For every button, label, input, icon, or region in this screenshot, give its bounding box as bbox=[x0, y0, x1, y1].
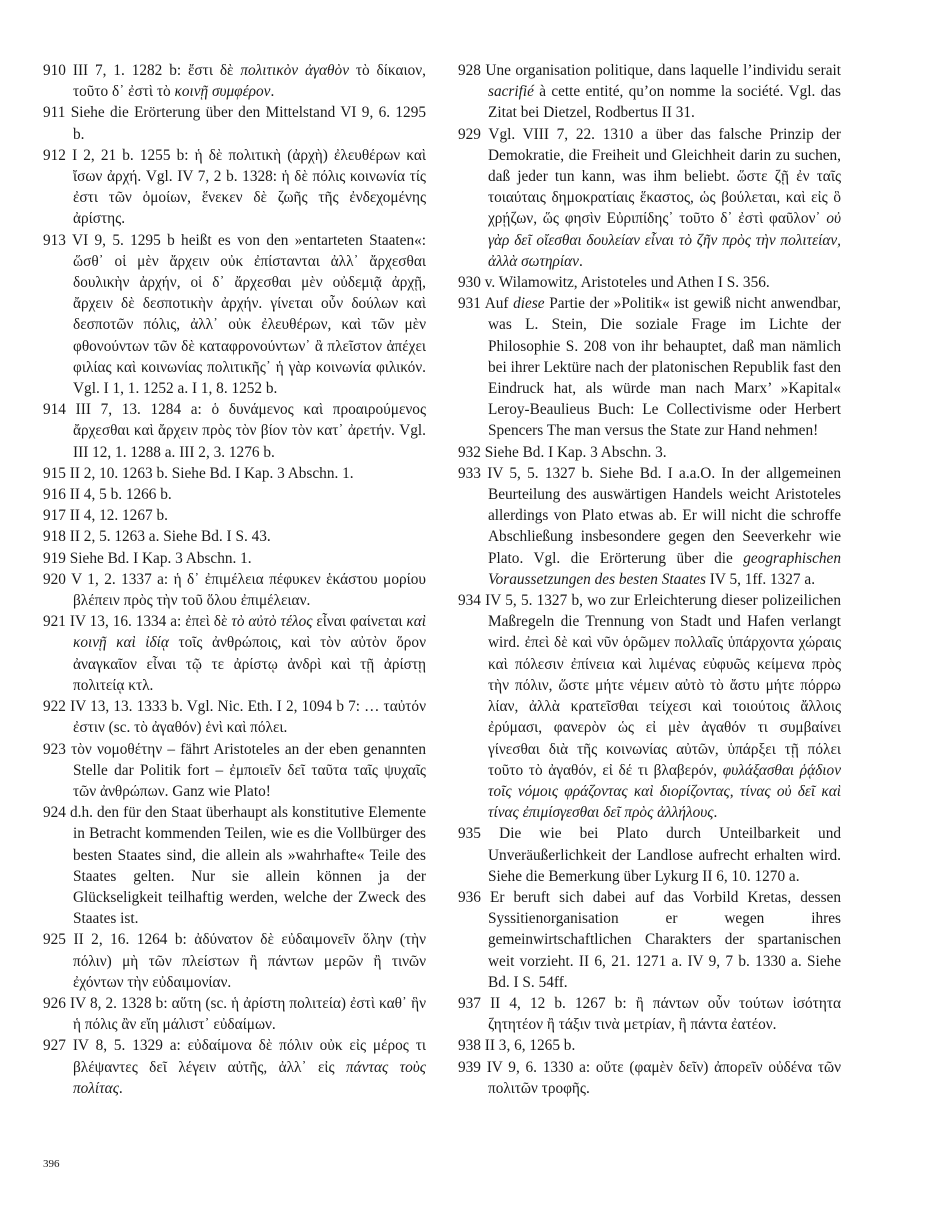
footnote-text: Partie der »Politik« ist gewiß nicht anwendbar, was L. Stein, Die soziale Frage im Lichte der Philosophie S. 208 von ihr behauptet, daß man nämlich bei ihrer Lektüre nach der platonischen Republik fast den Eindruck hat, als würde man nach Marx’ »Kapital« Leroy-Beaulieus Buch: Le Collectivisme oder Herbert Spencers The man versus the State zur Hand nehmen! bbox=[488, 295, 841, 440]
footnote-number: 918 bbox=[43, 528, 66, 546]
footnote-text: II 2, 16. 1264 b: ἀδύνατον δὲ εὐδαιμονεῖν ὅλην (τὴν πόλιν) μὴ τῶν πλείστων ἢ πάντων μερῶν ἢ τινῶν ἐχόντων τὴν εὐδαιμονίαν. bbox=[73, 931, 426, 991]
footnote-937 bbox=[458, 993, 841, 1035]
footnote-text: VI 9, 5. 1295 b heißt es von den »entarteten Staaten«: ὥσθ᾽ οἱ μὲν ἄρχειν οὐκ ἐπίστανται ἀλλ᾽ ἄρχεσθαι δουλικὴν ἀρχήν, οἱ δ᾽ ἄρχεσθαι μὲν οὐδεμιᾷ ἀρχῇ, ἄρχειν δὲ δεσποτικὴν ἀρχήν. γίνεται οὖν δούλων καὶ δεσποτῶν πόλις, ἀλλ᾽ οὐκ ἐλευθέρων, καὶ τῶν μὲν φθονούντων τῶν δὲ καταφρονούντων᾽ ἃ πλεῖστον ἀπέχει φιλίας καὶ κοινωνίας πολιτικῆς᾽ ἡ γὰρ κοινωνία φιλικόν. Vgl. I 1, 1. 1252 a. I 1, 8. 1252 b. bbox=[72, 231, 426, 398]
footnote-text: Vgl. VIII 7, 22. 1310 a über das falsche Prinzip der Demokratie, die Freiheit und Gleichheit darin zu suchen, daß jeder tun kann, was ihm beliebt. ὥστε ζῇ ἐν ταῖς τοιαύταις δημοκρατίαις ἕκαστος, ὡς βούλεται, καὶ εἰς ὃ χρῄζων, ὥς φησὶν Εὐριπίδης᾽ τοῦτο δ᾽ ἐστὶ φαῦλον᾽ bbox=[488, 125, 841, 228]
footnote-921 bbox=[43, 611, 426, 696]
footnote-number: 923 bbox=[43, 740, 66, 758]
footnote-emphasis: οὐ γὰρ δεῖ οἴεσθαι δουλείαν εἶναι τὸ ζῆν πρὸς τὴν πολιτείαν, ἀλλὰ σωτηρίαν bbox=[488, 210, 841, 270]
footnote-918 bbox=[43, 526, 426, 547]
footnote-number: 933 bbox=[458, 464, 481, 482]
footnote-number: 914 bbox=[43, 401, 66, 419]
footnote-number: 921 bbox=[43, 613, 66, 631]
footnote-text: . bbox=[270, 83, 275, 101]
footnote-number: 924 bbox=[43, 804, 66, 822]
footnote-number: 938 bbox=[458, 1037, 481, 1055]
footnote-emphasis: sacrifié bbox=[488, 83, 534, 101]
footnote-number: 939 bbox=[458, 1058, 481, 1076]
footnote-text: Une organisation politique, dans laquelle l’individu serait bbox=[485, 62, 841, 79]
footnote-emphasis: καὶ κοινῇ καὶ ἰδίᾳ bbox=[73, 613, 427, 652]
footnote-text: . bbox=[118, 1079, 123, 1097]
footnote-text: IV 5, 1ff. 1327 a. bbox=[705, 570, 816, 588]
footnote-text: IV 13, 13. 1333 b. Vgl. Nic. Eth. I 2, 1094 b 7: … ταὐτόν ἐστιν (sc. τὸ ἀγαθόν) ἑνὶ καὶ πόλει. bbox=[70, 698, 427, 737]
footnote-number: 937 bbox=[458, 994, 481, 1012]
footnote-text: II 2, 10. 1263 b. Siehe Bd. I Kap. 3 Abschn. 1. bbox=[69, 464, 354, 482]
footnote-emphasis: geographischen Voraussetzungen des besten Staates bbox=[488, 549, 841, 588]
footnote-number: 929 bbox=[458, 125, 481, 143]
footnote-916 bbox=[43, 484, 426, 505]
footnote-number: 931 bbox=[458, 295, 481, 313]
footnote-number: 920 bbox=[43, 570, 66, 588]
footnote-number: 922 bbox=[43, 698, 66, 716]
footnote-911 bbox=[43, 102, 426, 144]
footnote-text: Auf bbox=[484, 295, 514, 313]
footnote-926 bbox=[43, 993, 426, 1035]
footnote-text: II 2, 5. 1263 a. Siehe Bd. I S. 43. bbox=[69, 528, 271, 546]
footnote-text: d.h. den für den Staat überhaupt als konstitutive Elemente in Betracht kommenden Teilen, wie es die Vollbürger des besten Staates sind, die allein als »wahrhafte« Teile des Staates gelten. Nur sie allein können ja der Glückseligkeit teilhaftig werden, welche der Zweck des Staates ist. bbox=[70, 804, 426, 928]
footnote-915 bbox=[43, 463, 426, 484]
footnote-938 bbox=[458, 1035, 841, 1056]
footnote-emphasis: diese bbox=[513, 295, 545, 313]
footnote-text: τὸν νομοθέτην – fährt Aristoteles an der eben genannten Stelle dar Politik fort – ἐμποιεῖν δεῖ ταῦτα ταῖς ψυχαῖς τῶν ἀνθρώπων. Ganz wie Plato! bbox=[71, 740, 427, 800]
footnote-text: Er beruft sich dabei auf das Vorbild Kretas, dessen Syssitienorganisation er wegen ihres gemeinwirtschaftlichen Charakters der spartanischen weit vorzieht. II 6, 21. 1271 a. IV 9, 7 b. 1330 a. Siehe Bd. I S. 54ff. bbox=[488, 888, 841, 991]
footnote-text: Siehe Bd. I Kap. 3 Abschn. 3. bbox=[484, 443, 667, 461]
footnote-925 bbox=[43, 929, 426, 993]
footnote-932 bbox=[458, 442, 841, 463]
footnote-919 bbox=[43, 548, 426, 569]
footnote-910 bbox=[43, 60, 426, 102]
footnote-text: II 4, 12 b. 1267 b: ἢ πάντων οὖν τούτων ἰσότητα ζητητέον ἢ τάξιν τινὰ μετρίαν, ἢ πάντα ἐατέον. bbox=[488, 994, 841, 1034]
footnote-text: I 2, 21 b. 1255 b: ἡ δὲ πολιτικὴ (ἀρχὴ) ἐλευθέρων καὶ ἴσων ἀρχή. Vgl. IV 7, 2 b. 1328: ἡ δὲ πόλις κοινωνία τίς ἐστι τῶν ὁμοίων, ἕνεκεν δὲ ζωῆς τῆς ἐνδεχομένης ἀρίστης. bbox=[72, 146, 427, 228]
footnote-emphasis: πολιτικὸν ἀγαθὸν bbox=[240, 62, 349, 79]
footnote-934 bbox=[458, 590, 841, 823]
footnote-text: III 7, 13. 1284 a: ὁ δυνάμενος καὶ προαιρούμενος ἄρχεσθαι καὶ ἄρχειν πρὸς τὸν βίον τὸν κατ᾽ ἀρετήν. Vgl. III 12, 1. 1288 a. III 2, 3. 1276 b. bbox=[73, 401, 426, 461]
footnote-number: 936 bbox=[458, 888, 481, 906]
footnote-927 bbox=[43, 1035, 426, 1099]
footnote-number: 934 bbox=[458, 592, 481, 610]
footnote-text: . bbox=[713, 804, 718, 822]
footnote-text: τὸ δίκαιον, τοῦτο δ᾽ ἐστὶ τὸ bbox=[73, 62, 426, 101]
footnote-number: 913 bbox=[43, 231, 66, 249]
footnote-text: II 4, 5 b. 1266 b. bbox=[69, 486, 172, 504]
footnote-number: 928 bbox=[458, 62, 481, 79]
footnote-number: 926 bbox=[43, 994, 66, 1012]
footnote-text: IV 5, 5. 1327 b, wo zur Erleichterung dieser polizeilichen Maßregeln die Trennung von Stadt und Hafen verlangt wird. ἐπεὶ δὲ καὶ νῦν ὁρῶμεν πολλαῖς ὑπάρχοντα χώραις καὶ πόλεσιν ἐπίνεια καὶ λιμένας εὐφυῶς κείμενα πρὸς τὴν πόλιν, ὥστε μήτε νέμειν αὐτὸ τὸ ἄστυ μήτε πόρρω λίαν, ἀλλὰ κρατεῖσθαι τείχεσι καὶ τοιούτοις ἄλλοις ἐρύμασι, φανερὸν ὡς εἰ μὲν ἀγαθόν τι συμβαίνει γίνεσθαι διὰ τῆς κοινωνίας αὐτῶν, ὑπάρξει τῇ πόλει τοῦτο τὸ ἀγαθόν, εἰ δέ τι βλαβερόν, bbox=[485, 592, 841, 779]
footnote-939 bbox=[458, 1057, 841, 1099]
footnote-number: 915 bbox=[43, 464, 66, 482]
footnote-920 bbox=[43, 569, 426, 611]
footnote-923 bbox=[43, 739, 426, 803]
footnotes-left-column bbox=[43, 60, 426, 1099]
footnote-912 bbox=[43, 145, 426, 230]
footnote-number: 917 bbox=[43, 507, 66, 525]
footnote-emphasis: φυλάξασθαι ῥᾴδιον τοῖς νόμοις φράζοντας καὶ διορίζοντας, τίνας οὐ δεῖ καὶ τίνας ἐπιμίσγεσθαι δεῖ πρὸς ἀλλήλους bbox=[488, 761, 841, 822]
footnote-text: v. Wilamowitz, Aristoteles und Athen I S. 356. bbox=[484, 274, 770, 292]
footnote-number: 927 bbox=[43, 1037, 66, 1055]
footnote-number: 930 bbox=[458, 274, 481, 292]
footnote-928 bbox=[458, 60, 841, 124]
footnote-text: à cette entité, qu’on nomme la société. Vgl. das Zitat bei Dietzel, Rodbertus II 31. bbox=[488, 83, 841, 122]
footnote-929 bbox=[458, 124, 841, 272]
footnote-number: 916 bbox=[43, 486, 66, 504]
footnote-text: Die wie bei Plato durch Unteilbarkeit und Unveräußerlichkeit der Landlose aufrecht erhalten wird. Siehe die Bemerkung über Lykurg II 6, 10. 1270 a. bbox=[488, 825, 841, 885]
footnote-number: 912 bbox=[43, 146, 66, 164]
footnote-text: IV 13, 16. 1334 a: ἐπεὶ δὲ bbox=[69, 613, 232, 631]
footnote-emphasis: κοινῇ συμφέρον bbox=[174, 83, 271, 101]
footnote-914 bbox=[43, 399, 426, 463]
footnote-text: Siehe die Erörterung über den Mittelstand VI 9, 6. 1295 b. bbox=[70, 104, 427, 143]
footnote-922 bbox=[43, 696, 426, 738]
footnote-number: 919 bbox=[43, 549, 66, 567]
page-number: 396 bbox=[43, 1158, 60, 1170]
footnote-number: 935 bbox=[458, 825, 481, 843]
footnote-935 bbox=[458, 823, 841, 887]
footnotes-right-column bbox=[458, 60, 841, 1099]
footnote-text: II 3, 6, 1265 b. bbox=[484, 1037, 576, 1055]
footnote-text: V 1, 2. 1337 a: ἡ δ᾽ ἐπιμέλεια πέφυκεν ἑκάστου μορίου βλέπειν πρὸς τὴν τοῦ ὅλου ἐπιμέλειαν. bbox=[71, 570, 426, 610]
footnote-number: 910 bbox=[43, 62, 66, 79]
footnote-number: 932 bbox=[458, 443, 481, 461]
footnote-917 bbox=[43, 505, 426, 526]
footnote-number: 911 bbox=[43, 104, 66, 122]
footnote-text: . bbox=[578, 252, 583, 270]
footnote-930 bbox=[458, 272, 841, 293]
footnote-936 bbox=[458, 887, 841, 993]
footnote-933 bbox=[458, 463, 841, 590]
footnote-text: IV 9, 6. 1330 a: οὔτε (φαμὲν δεῖν) ἀπορεῖν οὐδένα τῶν πολιτῶν τροφῆς. bbox=[486, 1058, 841, 1097]
footnote-text: Siehe Bd. I Kap. 3 Abschn. 1. bbox=[69, 549, 252, 567]
footnote-emphasis: πάντας τοὺς πολίτας bbox=[73, 1058, 426, 1097]
footnote-text: III 7, 1. 1282 b: ἔστι δὲ bbox=[72, 62, 241, 79]
footnote-text: IV 8, 5. 1329 a: εὐδαίμονα δὲ πόλιν οὐκ εἰς μέρος τι βλέψαντες δεῖ λέγειν αὐτῆς, ἀλλ᾽ εἰς bbox=[72, 1037, 426, 1076]
footnote-text: IV 5, 5. 1327 b. Siehe Bd. I a.a.O. In der allgemeinen Beurteilung des auswärtigen Handels weicht Aristoteles allerdings von Plato etwas ab. Er will nicht die schroffe Abschließung insbesondere gegen den Seeverkehr wie Plato. Vgl. die Erörterung über die bbox=[487, 464, 841, 567]
footnote-number: 925 bbox=[43, 931, 66, 949]
footnote-913 bbox=[43, 230, 426, 400]
footnote-924 bbox=[43, 802, 426, 929]
footnote-931 bbox=[458, 293, 841, 441]
footnote-text: τοῖς ἀνθρώποις, καὶ τὸν αὐτὸν ὅρον ἀναγκαῖον εἶναι τῷ τε ἀρίστῳ ἀνδρὶ καὶ τῇ ἀρίστῃ πολιτείᾳ κτλ. bbox=[73, 634, 427, 694]
footnote-emphasis: τὸ αὐτὸ τέλος bbox=[231, 613, 313, 631]
footnote-text: II 4, 12. 1267 b. bbox=[69, 507, 168, 525]
footnote-text: IV 8, 2. 1328 b: αὕτη (sc. ἡ ἀρίστη πολιτεία) ἐστὶ καθ᾽ ἣν ἡ πόλις ἂν εἴη μάλιστ᾽ εὐδαίμων. bbox=[70, 994, 426, 1034]
footnote-text: εἶναι φαίνεται bbox=[312, 613, 407, 631]
